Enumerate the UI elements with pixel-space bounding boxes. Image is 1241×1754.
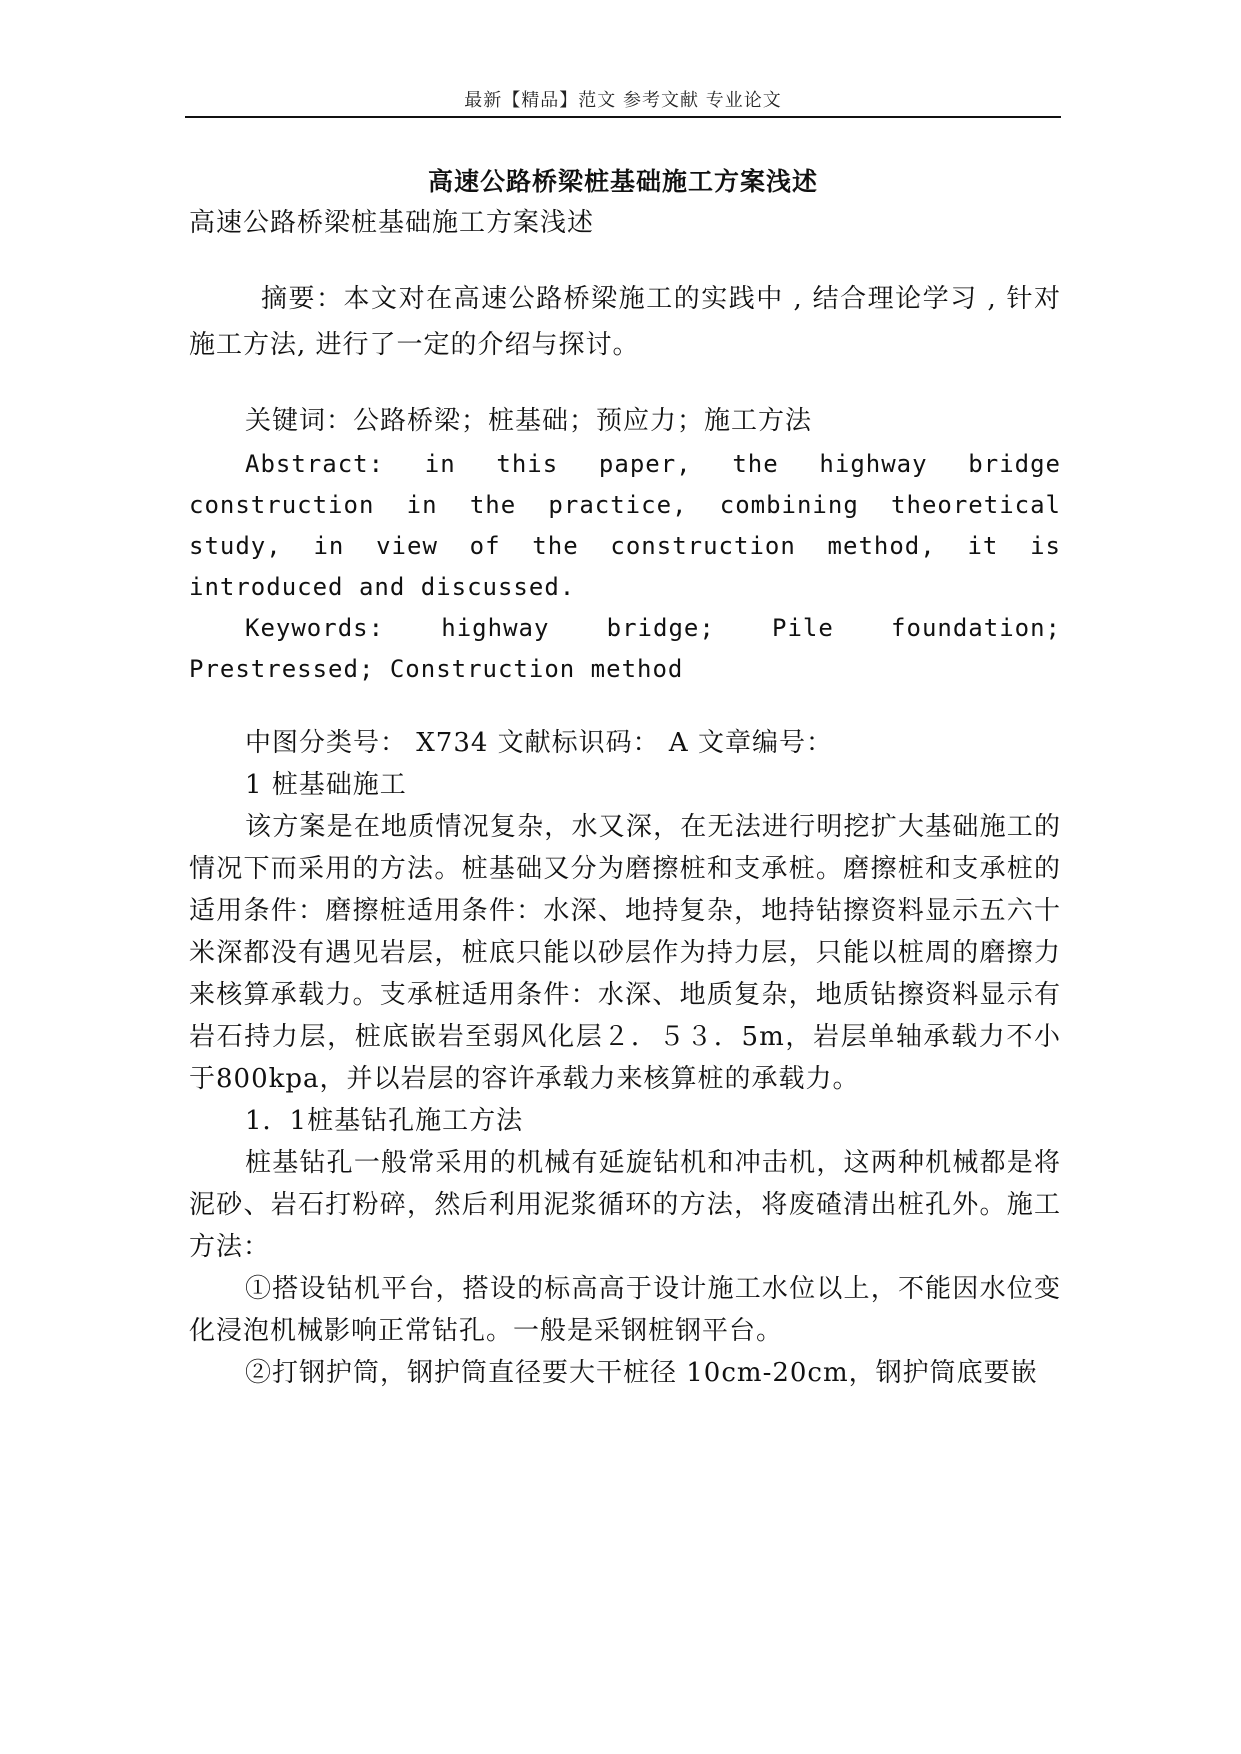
- step-1-paragraph: ①搭设钻机平台，搭设的标高高于设计施工水位以上，不能因水位变化浸泡机械影响正常钻孔。一般是采钢桩钢平台。: [189, 1274, 1061, 1346]
- abstract-chinese: [189, 276, 1061, 368]
- keywords-chinese: [189, 398, 1061, 444]
- running-header: 最新【精品】范文 参考文献 专业论文: [464, 90, 782, 111]
- keywords-english-text: Keywords: highway bridge; Pile foundation; Prestressed; Construction method: [189, 614, 1061, 683]
- section-1-heading: 1 桩基础施工: [245, 770, 407, 800]
- keywords-chinese-text: 关键词：公路桥梁；桩基础；预应力；施工方法: [245, 406, 813, 436]
- section-1: [189, 764, 1061, 1394]
- classification-text: 中图分类号： X734 文献标识码： A 文章编号：: [245, 728, 833, 758]
- document-title: 高速公路桥梁桩基础施工方案浅述: [427, 167, 818, 196]
- section-1-paragraph: 该方案是在地质情况复杂，水又深，在无法进行明挖扩大基础施工的情况下而采用的方法。桩基础又分为磨擦桩和支承桩。磨擦桩和支承桩的适用条件：磨擦桩适用条件：水深、地持复杂，地持钻擦资料显示五六十米深都没有遇见岩层，桩底只能以砂层作为持力层，只能以桩周的磨擦力来核算承载力。支承桩适用条件：水深、地质复杂，地质钻擦资料显示有岩石持力层，桩底嵌岩至弱风化层２．５３．5m，岩层单轴承载力不小于800kpa，并以岩层的容许承载力来核算桩的承载力。: [189, 812, 1061, 1094]
- abstract-chinese-text: 摘要：本文对在高速公路桥梁施工的实践中 , 结合理论学习 , 针对施工方法, 进行了一定的介绍与探讨。: [189, 284, 1061, 360]
- classification-line: [189, 722, 1061, 764]
- abstract-english: [189, 444, 1061, 690]
- section-1-1-paragraph: 桩基钻孔一般常采用的机械有延旋钻机和冲击机，这两种机械都是将泥砂、岩石打粉碎，然后利用泥浆循环的方法，将废碴清出桩孔外。施工方法：: [189, 1148, 1061, 1262]
- header-divider: [185, 116, 1061, 118]
- abstract-english-text: Abstract: in this paper, the highway bridge construction in the practice, combining theoretical study, in view of the construction method, it is introduced and discussed.: [189, 450, 1061, 601]
- step-2-paragraph: ②打钢护筒，钢护筒直径要大干桩径 10cm-20cm，钢护筒底要嵌: [245, 1358, 1038, 1388]
- subtitle: 高速公路桥梁桩基础施工方案浅述: [189, 208, 595, 238]
- section-1-1-heading: 1．1桩基钻孔施工方法: [245, 1106, 524, 1136]
